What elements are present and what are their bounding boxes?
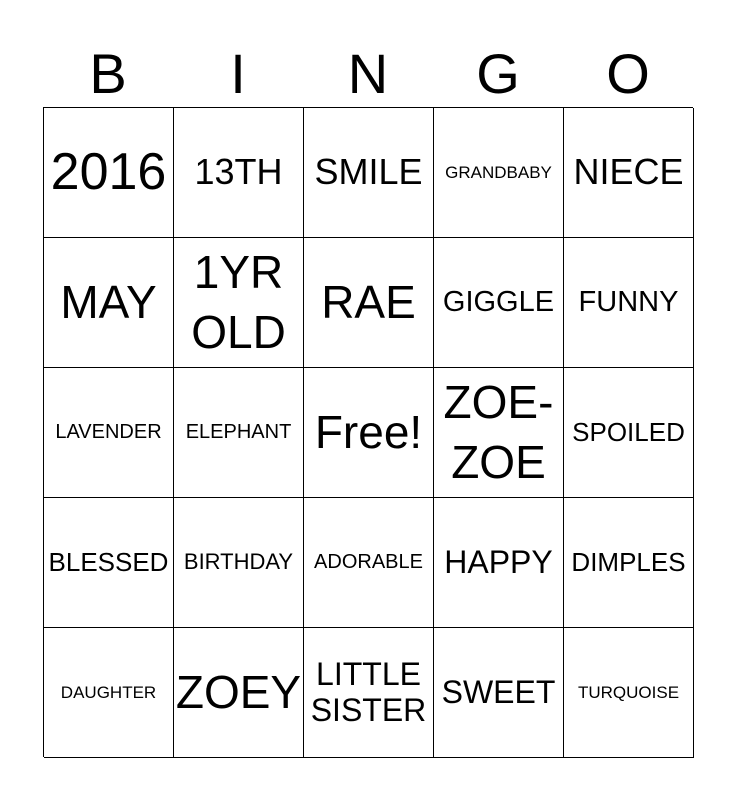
header-letter-o: O [606,42,650,105]
bingo-cell: LAVENDER [44,368,174,498]
bingo-cell: 1YR OLD [174,238,304,368]
bingo-cell: FUNNY [564,238,694,368]
bingo-cell: DAUGHTER [44,628,174,758]
bingo-cell: ZOE- ZOE [434,368,564,498]
bingo-cell: ELEPHANT [174,368,304,498]
bingo-cell: TURQUOISE [564,628,694,758]
bingo-board [43,107,693,757]
bingo-cell: 13TH [174,108,304,238]
bingo-cell: LITTLE SISTER [304,628,434,758]
free-space-cell: Free! [304,368,434,498]
bingo-cell: 2016 [44,108,174,238]
bingo-cell: SWEET [434,628,564,758]
bingo-cell: BIRTHDAY [174,498,304,628]
header-letter-b: B [89,42,127,105]
bingo-cell: BLESSED [44,498,174,628]
bingo-cell: HAPPY [434,498,564,628]
bingo-cell: SPOILED [564,368,694,498]
bingo-cell: MAY [44,238,174,368]
bingo-cell: DIMPLES [564,498,694,628]
header-letter-i: I [230,42,246,105]
bingo-cell: ZOEY [174,628,304,758]
bingo-cell: SMILE [304,108,434,238]
bingo-cell: NIECE [564,108,694,238]
header-letter-n: N [347,42,389,105]
bingo-cell: GIGGLE [434,238,564,368]
bingo-header [43,40,693,108]
bingo-cell: ADORABLE [304,498,434,628]
bingo-cell: RAE [304,238,434,368]
header-letter-g: G [476,42,520,105]
bingo-cell: GRANDBABY [434,108,564,238]
